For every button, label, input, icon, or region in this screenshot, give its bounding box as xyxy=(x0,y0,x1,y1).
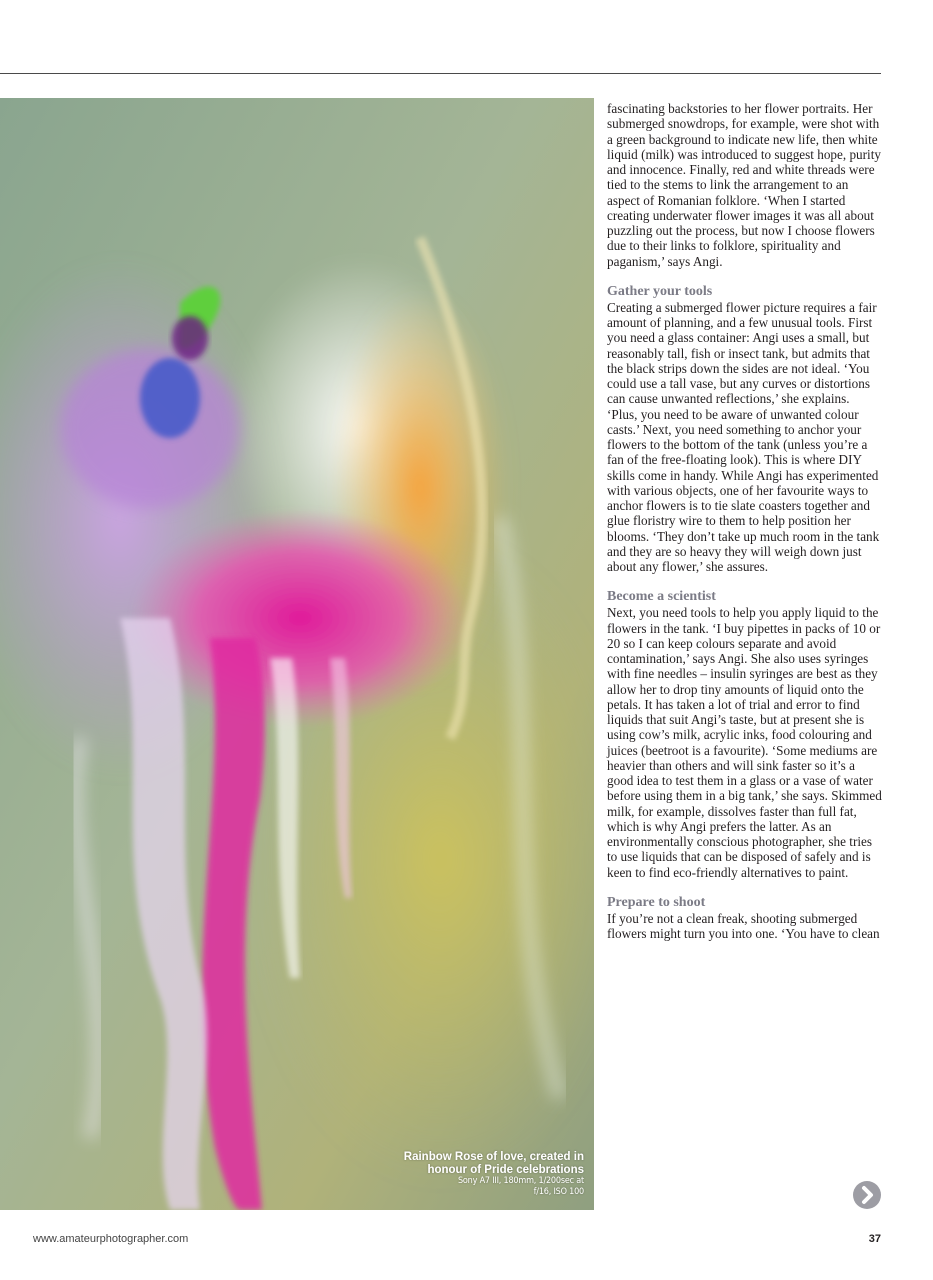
header-rule xyxy=(0,73,881,74)
page-number: 37 xyxy=(868,1233,881,1245)
caption-camera-settings: Sony A7 III, 180mm, 1/200sec at xyxy=(457,1176,584,1186)
caption-title: Rainbow Rose of love, created in honour of Pride celebrations xyxy=(403,1151,584,1176)
subheading-gather-your-tools: Gather your tools xyxy=(607,283,713,299)
photo-caption xyxy=(384,1151,584,1198)
rainbow-rose-image xyxy=(0,98,594,1210)
article-column xyxy=(607,101,883,941)
body-paragraph: If you’re not a clean freak, shooting submerged flowers might turn you into one. ‘You have to clean xyxy=(607,910,880,941)
body-paragraph: Creating a submerged flower picture requires a fair amount of planning, and a few unusual tools. First you need a glass container: Angi uses a small, but reasonably tall, fish or insect tank, but admits that the black strips down the sides are not ideal. ‘You could use a tall vase, but any curves or distortions can cause unwanted reflections,’ she explains. ‘Plus, you need to be aware of unwanted colour casts.’ Next, you need something to anchor your flowers to the bottom of the tank (unless you’re a fan of the free-floating look). This is where DIY skills come in handy. While Angi has experimented with various objects, one of her favourite ways to anchor flowers is to tie slate coasters together and glue floristry wire to them to help position her blooms. ‘They don’t take up much room in the tank and they are so heavy they will weigh down just about any flower,’ she assures. xyxy=(607,299,880,574)
body-paragraph: Next, you need tools to help you apply liquid to the flowers in the tank. ‘I buy pipettes in packs of 10 or 20 so I can keep colours separate and avoid contamination,’ says Angi. She also uses syringes with fine needles – insulin syringes are best as they allow her to drop tiny amounts of liquid onto the petals. It has taken a lot of trial and error to find liquids that suit Angi’s taste, but at present she is using cow’s milk, acrylic inks, food colouring and juices (beetroot is a favourite). ‘Some mediums are heavier than others and will sink faster so it’s a good idea to test them in a glass or a vase of water before using them in a big tank,’ she says. Skimmed milk, for example, dissolves faster than full fat, which is why Angi prefers the latter. As an environmentally conscious photographer, she tries to use liquids that can be disposed of safely and is keen to find eco-friendly alternatives to paint. xyxy=(607,605,882,880)
caption-exposure-settings: f/16, ISO 100 xyxy=(533,1187,584,1197)
footer-website-url: www.amateurphotographer.com xyxy=(33,1233,189,1245)
subheading-become-a-scientist: Become a scientist xyxy=(607,589,716,605)
feature-photo xyxy=(0,98,594,1210)
next-page-button[interactable] xyxy=(853,1181,881,1209)
subheading-prepare-to-shoot: Prepare to shoot xyxy=(607,894,706,910)
body-paragraph: fascinating backstories to her flower portraits. Her submerged snowdrops, for example, were shot with a green background to indicate new life, then white liquid (milk) was introduced to suggest hope, purity and innocence. Finally, red and white threads were tied to the stems to link the arrangement to an aspect of Romanian folklore. ‘When I started creating underwater flower images it was all about puzzling out the process, but now I choose flowers due to their links to folklore, spirituality and paganism,’ says Angi. xyxy=(607,101,881,269)
chevron-right-icon xyxy=(853,1181,881,1209)
